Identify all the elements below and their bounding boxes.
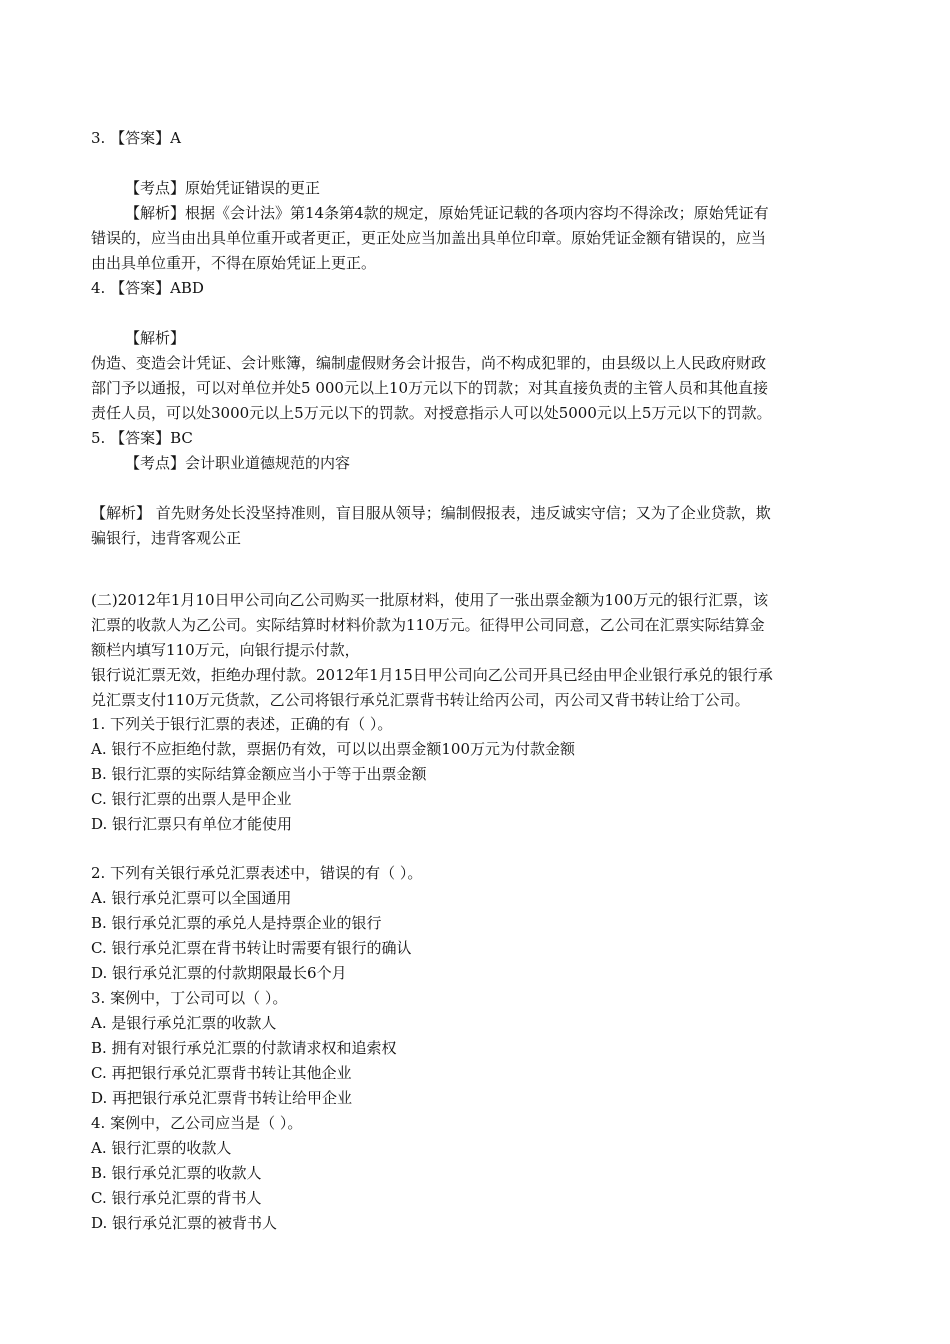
answer-3: 3. 【答案】A bbox=[91, 129, 181, 147]
case-line-1: (二)2012年1月10日甲公司向乙公司购买一批原材料，使用了一张出票金额为100万元的银行汇票，该 bbox=[91, 591, 769, 609]
question-4: 4. 案例中，乙公司应当是（ ）。 bbox=[91, 1114, 303, 1132]
question-3-option-a: A. 是银行承兑汇票的收款人 bbox=[91, 1014, 277, 1032]
question-2-option-b: B. 银行承兑汇票的承兑人是持票企业的银行 bbox=[91, 914, 382, 932]
case-line-5: 兑汇票支付110万元货款，乙公司将银行承兑汇票背书转让给丙公司，丙公司又背书转让给丁公司。 bbox=[91, 691, 750, 709]
case-line-2: 汇票的收款人为乙公司。实际结算时材料价款为110万元。征得甲公司同意，乙公司在汇票实际结算金 bbox=[91, 616, 765, 634]
question-4-option-c: C. 银行承兑汇票的背书人 bbox=[91, 1189, 262, 1207]
question-3-option-b: B. 拥有对银行承兑汇票的付款请求权和追索权 bbox=[91, 1039, 397, 1057]
question-1: 1. 下列关于银行汇票的表述，正确的有（ ）。 bbox=[91, 715, 393, 733]
question-1-option-a: A. 银行不应拒绝付款，票据仍有效，可以以出票金额100万元为付款金额 bbox=[91, 740, 576, 758]
case-line-3: 额栏内填写110万元，向银行提示付款， bbox=[91, 641, 360, 659]
question-1-option-c: C. 银行汇票的出票人是甲企业 bbox=[91, 790, 292, 808]
question-2-option-d: D. 银行承兑汇票的付款期限最长6个月 bbox=[91, 964, 347, 982]
analysis-4-line-3: 责任人员，可以处3000元以上5万元以下的罚款。对授意指示人可以处5000元以上5万元以下的罚款。 bbox=[91, 404, 772, 422]
question-2-option-a: A. 银行承兑汇票可以全国通用 bbox=[91, 889, 292, 907]
question-4-option-a: A. 银行汇票的收款人 bbox=[91, 1139, 232, 1157]
question-1-option-b: B. 银行汇票的实际结算金额应当小于等于出票金额 bbox=[91, 765, 427, 783]
question-3-option-d: D. 再把银行承兑汇票背书转让给甲企业 bbox=[91, 1089, 353, 1107]
question-2: 2. 下列有关银行承兑汇票表述中，错误的有（ ）。 bbox=[91, 864, 423, 882]
question-1-option-d: D. 银行汇票只有单位才能使用 bbox=[91, 815, 293, 833]
analysis-3-line-3: 由出具单位重开，不得在原始凭证上更正。 bbox=[91, 254, 377, 272]
key-point-3: 【考点】原始凭证错误的更正 bbox=[125, 179, 321, 197]
question-4-option-d: D. 银行承兑汇票的被背书人 bbox=[91, 1214, 278, 1232]
answer-4: 4. 【答案】ABD bbox=[91, 279, 204, 297]
analysis-5-line-1: 【解析】 首先财务处长没坚持准则，盲目服从领导；编制假报表，违反诚实守信；又为了企业贷款，欺 bbox=[91, 504, 771, 522]
case-line-4: 银行说汇票无效，拒绝办理付款。2012年1月15日甲公司向乙公司开具已经由甲企业银行承兑的银行承 bbox=[91, 666, 773, 684]
analysis-4-heading: 【解析】 bbox=[125, 329, 186, 347]
analysis-4-line-1: 伪造、变造会计凭证、会计账簿，编制虚假财务会计报告，尚不构成犯罪的，由县级以上人民政府财政 bbox=[91, 354, 767, 372]
question-3: 3. 案例中，丁公司可以（ ）。 bbox=[91, 989, 288, 1007]
analysis-5-line-2: 骗银行，违背客观公正 bbox=[91, 529, 242, 547]
analysis-3-line-2: 错误的，应当由出具单位重开或者更正，更正处应当加盖出具单位印章。原始凭证金额有错误的，应当 bbox=[91, 229, 767, 247]
analysis-4-line-2: 部门予以通报，可以对单位并处5 000元以上10万元以下的罚款；对其直接负责的主管人员和其他直接 bbox=[91, 379, 769, 397]
question-4-option-b: B. 银行承兑汇票的收款人 bbox=[91, 1164, 262, 1182]
question-2-option-c: C. 银行承兑汇票在背书转让时需要有银行的确认 bbox=[91, 939, 412, 957]
answer-5: 5. 【答案】BC bbox=[91, 429, 193, 447]
key-point-5: 【考点】会计职业道德规范的内容 bbox=[125, 454, 351, 472]
question-3-option-c: C. 再把银行承兑汇票背书转让其他企业 bbox=[91, 1064, 352, 1082]
analysis-3-line-1: 【解析】根据《会计法》第14条第4款的规定，原始凭证记载的各项内容均不得涂改；原始凭证有 bbox=[125, 204, 769, 222]
